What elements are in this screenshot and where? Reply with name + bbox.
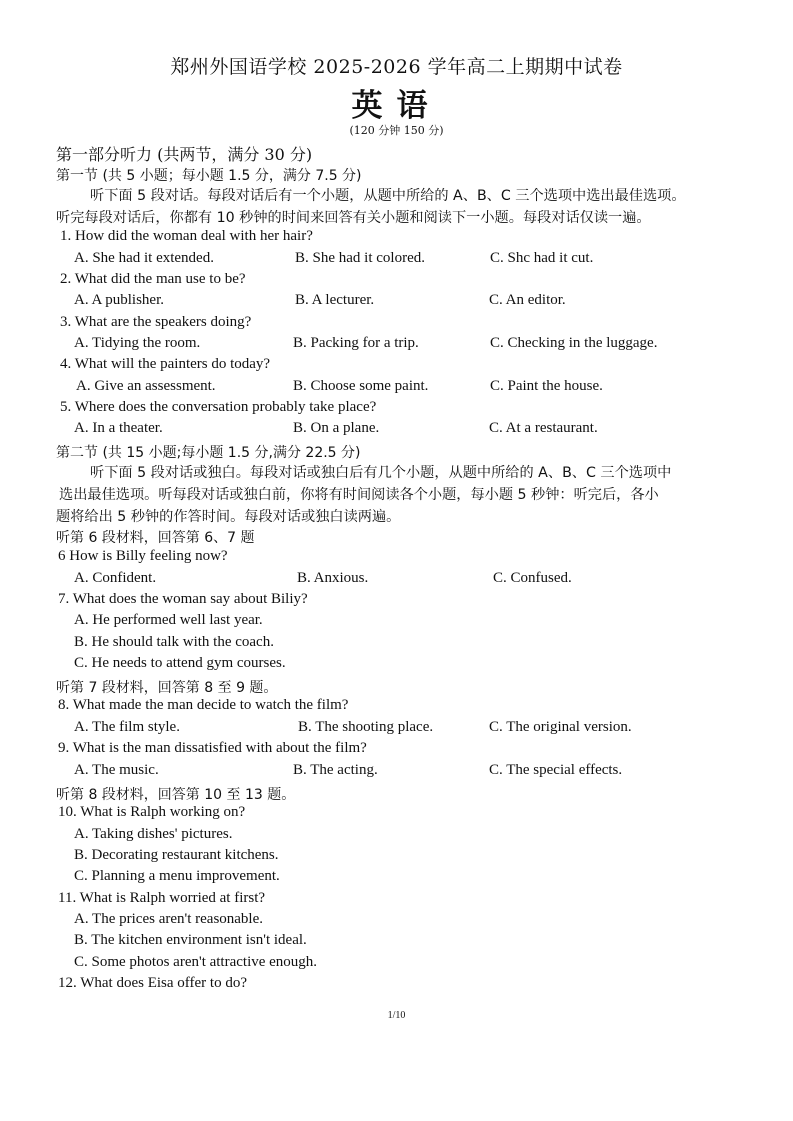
option-a: A. Confident.	[74, 570, 157, 586]
option-c: C. Paint the house.	[490, 378, 603, 394]
subject-title: 英语	[351, 88, 442, 124]
option-b: B. The shooting place.	[298, 719, 434, 735]
option-a: A. She had it extended.	[74, 250, 214, 266]
question-stem: 9. What is the man dissatisfied with about the film?	[58, 740, 367, 756]
option-a: A. The prices aren't reasonable.	[74, 911, 264, 927]
option-b: B. Decorating restaurant kitchens.	[74, 847, 279, 863]
option-a: A. A publisher.	[74, 292, 165, 308]
instruction-line: 听下面 5 段对话或独白。每段对话或独白后有几个小题，从题中所给的 A、B、C 三个选项中	[90, 465, 672, 481]
option-a: A. He performed well last year.	[74, 612, 263, 628]
option-b: B. On a plane.	[293, 420, 380, 436]
material-instruction: 听第 6 段材料，回答第 6、7 题	[56, 530, 255, 546]
section2-heading: 第二节 (共 15 小题;每小题 1.5 分,满分 22.5 分)	[56, 445, 361, 461]
option-c: C. Confused.	[493, 570, 572, 586]
material-instruction: 听第 7 段材料，回答第 8 至 9 题。	[56, 680, 278, 696]
question-stem: 8. What made the man decide to watch the film?	[58, 697, 349, 713]
option-c: C. Planning a menu improvement.	[74, 868, 280, 884]
question-stem: 12. What does Eisa offer to do?	[58, 975, 247, 991]
option-c: C. The special effects.	[489, 762, 623, 778]
option-c: C. An editor.	[489, 292, 566, 308]
instruction-line: 听下面 5 段对话。每段对话后有一个小题，从题中所给的 A、B、C 三个选项中选出最佳选项。	[90, 188, 686, 204]
question-stem: 7. What does the woman say about Biliy?	[58, 591, 308, 607]
section1-instructions	[56, 185, 746, 229]
page-number: 1/10	[387, 1010, 406, 1021]
instruction-line: 听完每段对话后，你都有 10 秒钟的时间来回答有关小题和阅读下一小题。每段对话仅读一遍。	[56, 210, 651, 226]
question-stem: 2. What did the man use to be?	[60, 271, 246, 287]
section1-heading: 第一节 (共 5 小题；每小题 1.5 分，满分 7.5 分)	[56, 168, 362, 184]
question-stem: 3. What are the speakers doing?	[60, 314, 252, 330]
option-c: C. He needs to attend gym courses.	[74, 655, 286, 671]
question-stem: 5. Where does the conversation probably take place?	[60, 399, 377, 415]
option-c: C. Some photos aren't attractive enough.	[74, 954, 318, 970]
option-c: C. Checking in the luggage.	[490, 335, 658, 351]
question-stem: 11. What is Ralph worried at first?	[58, 890, 266, 906]
instruction-line: 题将给出 5 秒钟的作答时间。每段对话或独白读两遍。	[56, 509, 401, 525]
option-b: B. Packing for a trip.	[293, 335, 419, 351]
option-c: C. Shc had it cut.	[490, 250, 594, 266]
option-c: C. The original version.	[489, 719, 632, 735]
question-stem: 4. What will the painters do today?	[60, 356, 271, 372]
question-stem: 1. How did the woman deal with her hair?	[60, 228, 313, 244]
option-b: B. Choose some paint.	[293, 378, 429, 394]
section2-instructions	[56, 462, 746, 528]
exam-title: 郑州外国语学校 2025-2026 学年高二上期期中试卷	[170, 56, 623, 78]
option-a: A. Taking dishes' pictures.	[74, 826, 233, 842]
material-instruction: 听第 8 段材料，回答第 10 至 13 题。	[56, 787, 296, 803]
question-stem: 10. What is Ralph working on?	[58, 804, 246, 820]
option-b: B. Anxious.	[297, 570, 369, 586]
option-b: B. A lecturer.	[295, 292, 375, 308]
option-a: A. In a theater.	[74, 420, 163, 436]
option-a: A. The film style.	[74, 719, 180, 735]
option-b: B. He should talk with the coach.	[74, 634, 274, 650]
option-a: A. The music.	[74, 762, 159, 778]
part1-title: 第一部分听力 (共两节，满分 30 分)	[56, 145, 313, 164]
option-b: B. She had it colored.	[295, 250, 425, 266]
option-b: B. The acting.	[293, 762, 378, 778]
question-stem: 6 How is Billy feeling now?	[58, 548, 228, 564]
instruction-line: 选出最佳选项。听每段对话或独白前，你将有时间阅读各个小题，每小题 5 秒钟：听完后，各小	[59, 487, 659, 503]
option-b: B. The kitchen environment isn't ideal.	[74, 932, 307, 948]
option-a: A. Tidying the room.	[74, 335, 201, 351]
exam-duration: (120 分钟 150 分)	[349, 124, 444, 137]
option-a: A. Give an assessment.	[76, 378, 216, 394]
option-c: C. At a restaurant.	[489, 420, 598, 436]
